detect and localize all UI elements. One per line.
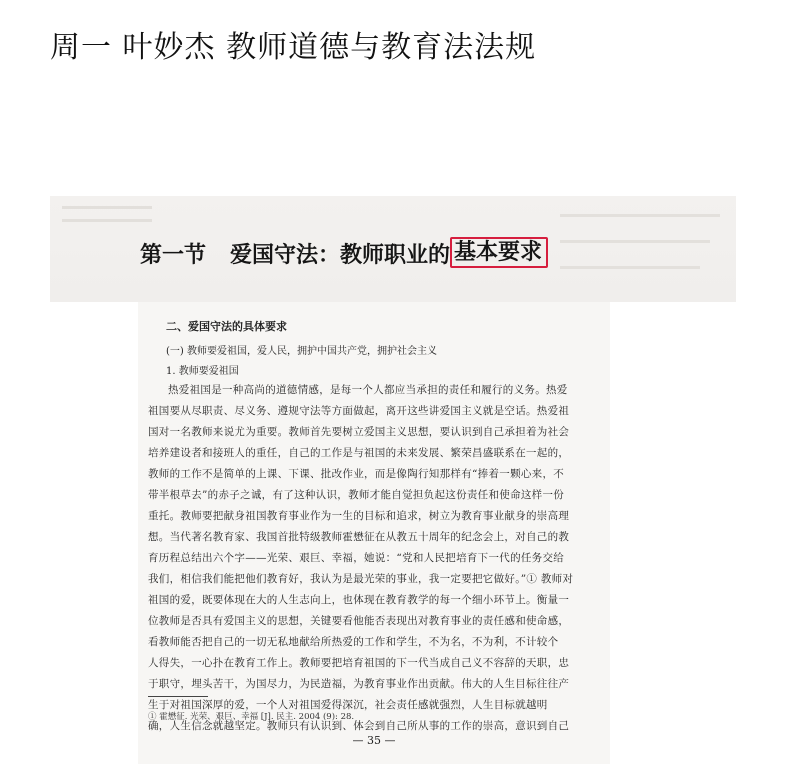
post-title: 周一 叶妙杰 教师道德与教育法法规 xyxy=(50,30,537,65)
text-line: 重托。教师要把献身祖国教育事业作为一生的目标和追求，树立为教育事业献身的崇高理 xyxy=(148,510,570,522)
text-line: 热爱祖国是一种高尚的道德情感，是每一个人都应当承担的责任和履行的义务。热爱 xyxy=(168,384,568,396)
text-line: 我们，相信我们能把他们教育好，我认为是最光荣的事业，我一定要把它做好。”① 教师对 xyxy=(148,573,574,585)
section-title xyxy=(140,238,548,269)
footnote: ① 霍懋征. 光荣、艰巨、幸福 [J]. 民主. 2004 (9): 28. xyxy=(148,712,355,722)
subsection-item: 1. 教师要爱祖国 xyxy=(166,366,239,377)
text-line: 祖国的爱，既要体现在大的人生志向上，也体现在教育教学的每一个细小环节上。衡量一 xyxy=(148,594,570,606)
subheading: 二、爱国守法的具体要求 xyxy=(166,320,287,333)
section-title-text: 爱国守法：教师职业的 xyxy=(230,242,451,268)
text-line: 培养建设者和接班人的重任，自己的工作是与祖国的未来发展、繁荣昌盛联系在一起的， xyxy=(148,447,570,459)
text-line: 国对一名教师来说尤为重要。教师首先要树立爱国主义思想，要认识到自己承担着为社会 xyxy=(148,426,570,438)
textbook-page xyxy=(138,302,610,764)
highlighted-phrase: 基本要求 xyxy=(450,237,548,268)
text-line: 确，人生信念就越坚定。教师只有认识到、体会到自己所从事的工作的崇高，意识到自己 xyxy=(148,720,570,732)
bleed-through-text xyxy=(560,240,710,251)
body-text xyxy=(148,380,588,737)
bleed-through-text xyxy=(62,206,152,222)
text-line: 于职守，埋头苦干，为国尽力，为民造福，为教育事业作出贡献。伟大的人生目标往往产 xyxy=(148,678,570,690)
footnote-divider xyxy=(148,696,208,697)
text-line: 想。当代著名教育家、我国首批特级教师霍懋征在从教五十周年的纪念会上，对自己的教 xyxy=(148,531,570,543)
text-line: 育历程总结出六个字——光荣、艰巨、幸福，她说：“党和人民把培育下一代的任务交给 xyxy=(148,552,565,564)
text-line: 教师的工作不是简单的上课、下课、批改作业，而是像陶行知那样有“捧着一颗心来，不 xyxy=(148,468,565,480)
text-line: 祖国要从尽职责、尽义务、遵规守法等方面做起，离开这些讲爱国主义就是空话。热爱祖 xyxy=(148,405,570,417)
section-number: 第一节 xyxy=(140,242,207,268)
text-line: 生于对祖国深厚的爱，一个人对祖国爱得深沉，社会责任感就强烈，人生目标就越明 xyxy=(148,699,548,711)
text-line: 位教师是否具有爱国主义的思想，关键要看他能否表现出对教育事业的责任感和使命感， xyxy=(148,615,570,627)
bleed-through-text xyxy=(560,214,720,225)
bleed-through-text xyxy=(560,266,700,277)
text-line: 人得失，一心扑在教育工作上。教师要把培育祖国的下一代当成自己义不容辞的天职，忠 xyxy=(148,657,570,669)
page-number: — 35 — xyxy=(352,734,396,747)
text-line: 看教师能否把自己的一切无私地献给所热爱的工作和学生，不为名，不为利，不计较个 xyxy=(148,636,559,648)
subsection-heading: (一) 教师要爱祖国，爱人民，拥护中国共产党，拥护社会主义 xyxy=(166,346,437,357)
text-line: 带半根草去”的赤子之诚，有了这种认识，教师才能自觉担负起这份责任和使命这样一份 xyxy=(148,489,565,501)
